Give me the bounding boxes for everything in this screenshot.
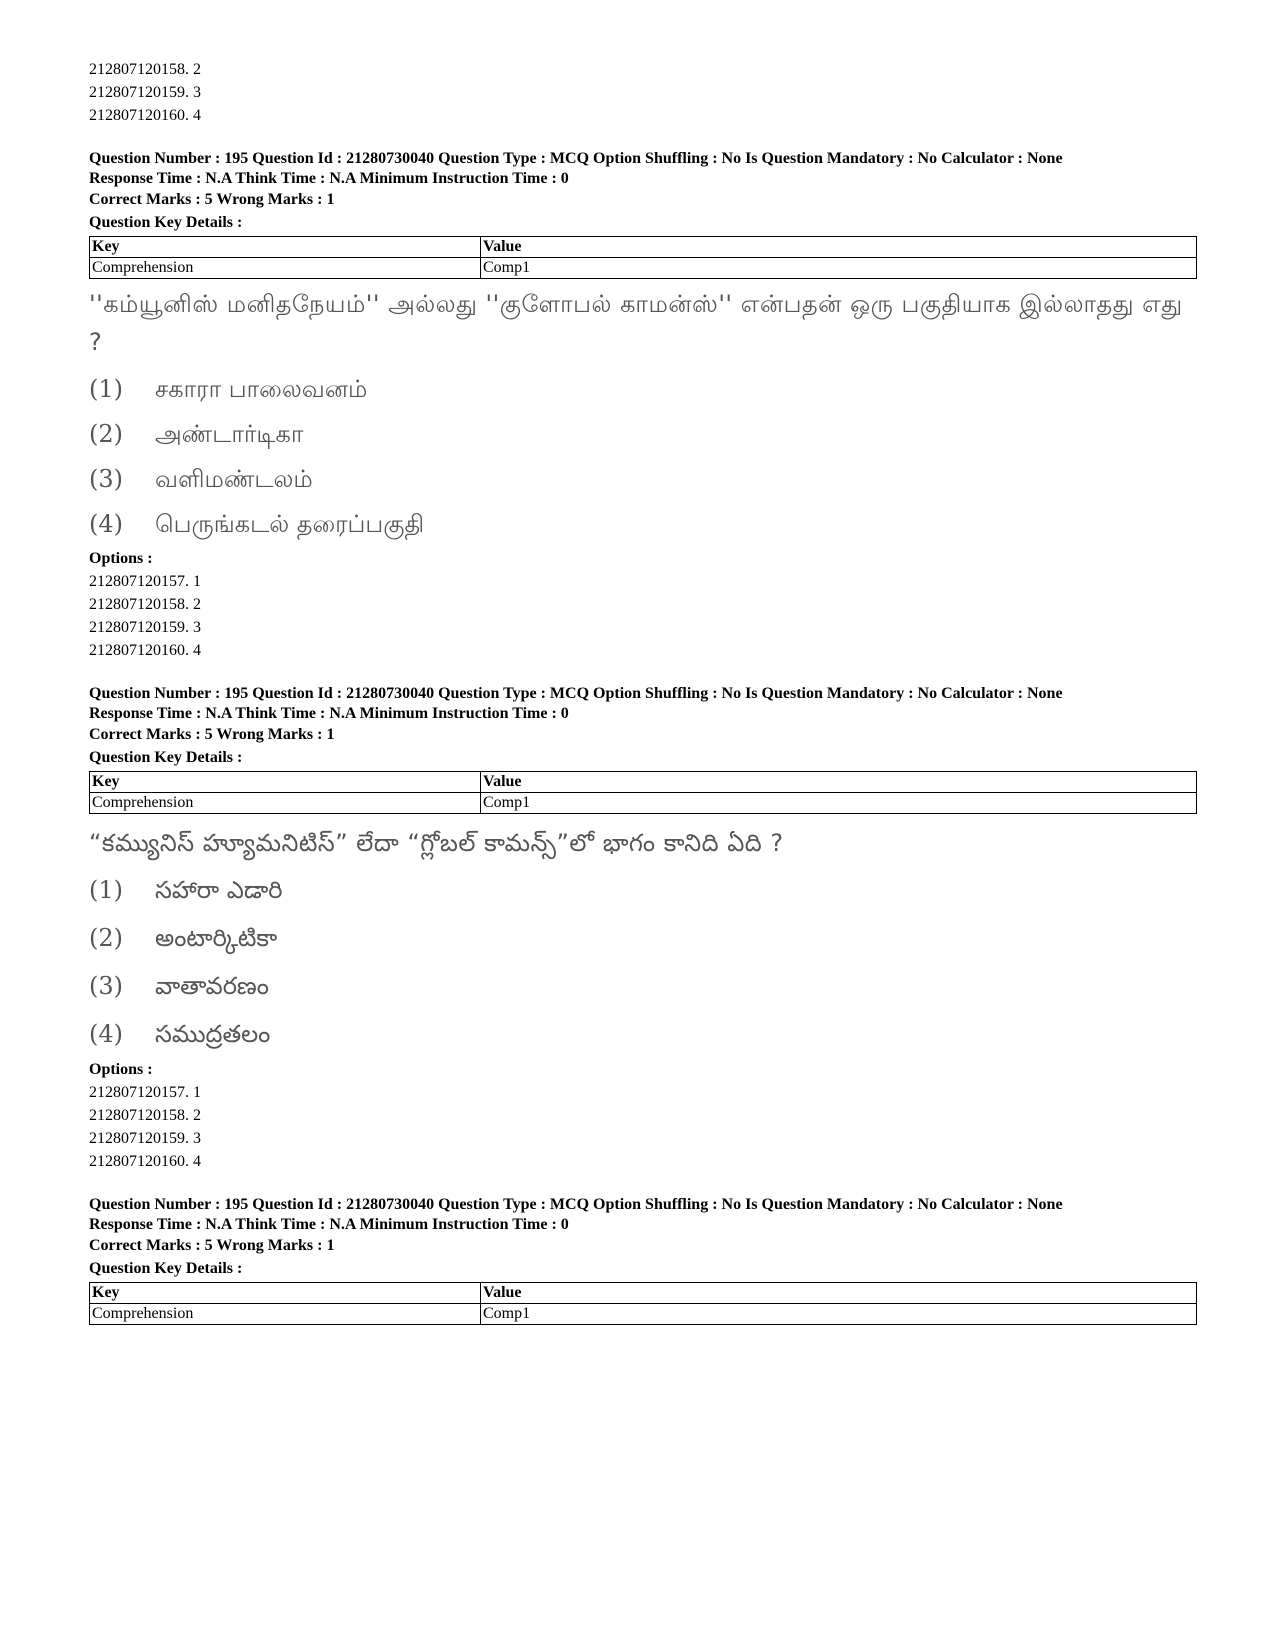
table-row bbox=[90, 793, 1197, 814]
options-label: Options : bbox=[89, 550, 153, 567]
key-details-label: Question Key Details : bbox=[89, 1260, 243, 1277]
key-details-label: Question Key Details : bbox=[89, 749, 243, 766]
option-code: 212807120157. 1 bbox=[89, 1084, 201, 1101]
choice-text: వాతావరణం bbox=[155, 972, 269, 1000]
choice-text: சகாரா பாலைவனம் bbox=[155, 375, 368, 403]
option-code: 212807120157. 1 bbox=[89, 573, 201, 590]
question-header: Question Number : 195 Question Id : 21280730040 Question Type : MCQ Option Shuffling : No Is Question Mandatory : No Calculator : None bbox=[89, 1196, 1063, 1213]
key-cell: Comprehension bbox=[90, 1304, 481, 1325]
key-value-table bbox=[89, 1282, 1197, 1325]
choice-item bbox=[89, 914, 1189, 962]
choice-number: (2) bbox=[89, 420, 123, 448]
value-header: Value bbox=[481, 237, 1197, 258]
question-block-tamil bbox=[89, 149, 1189, 662]
marks-line: Correct Marks : 5 Wrong Marks : 1 bbox=[89, 726, 335, 743]
choice-number: (2) bbox=[89, 924, 123, 952]
question-header: Question Number : 195 Question Id : 21280730040 Question Type : MCQ Option Shuffling : No Is Question Mandatory : No Calculator : None bbox=[89, 685, 1063, 702]
table-row bbox=[90, 1304, 1197, 1325]
choice-text: வளிமண்டலம் bbox=[155, 465, 313, 493]
top-options-list bbox=[89, 58, 1189, 127]
choice-item bbox=[89, 866, 1189, 914]
table-row bbox=[90, 258, 1197, 279]
question-header: Question Number : 195 Question Id : 21280730040 Question Type : MCQ Option Shuffling : No Is Question Mandatory : No Calculator : None bbox=[89, 150, 1063, 167]
choice-text: సహారా ఎడారి bbox=[155, 876, 283, 904]
choice-item bbox=[89, 962, 1189, 1010]
value-cell: Comp1 bbox=[481, 258, 1197, 279]
choice-text: அண்டார்டிகா bbox=[155, 420, 304, 448]
question-timing: Response Time : N.A Think Time : N.A Minimum Instruction Time : 0 bbox=[89, 1215, 569, 1233]
options-label: Options : bbox=[89, 1061, 153, 1078]
document-page bbox=[89, 58, 1189, 1325]
marks-line: Correct Marks : 5 Wrong Marks : 1 bbox=[89, 1237, 335, 1254]
choice-item bbox=[89, 457, 1189, 502]
key-details-label: Question Key Details : bbox=[89, 214, 243, 231]
key-header: Key bbox=[90, 1283, 481, 1304]
choice-number: (4) bbox=[89, 1020, 123, 1048]
key-header: Key bbox=[90, 772, 481, 793]
choice-text: பெருங்கடல் தரைப்பகுதி bbox=[155, 510, 425, 538]
choice-number: (3) bbox=[89, 465, 123, 493]
option-code: 212807120160. 4 bbox=[89, 1153, 201, 1170]
option-code: 212807120159. 3 bbox=[89, 1130, 201, 1147]
choice-number: (3) bbox=[89, 972, 123, 1000]
question-text: ''கம்யூனிஸ் மனிதநேயம்'' அல்லது ''குளோபல் காமன்ஸ்'' என்பதன் ஒரு பகுதியாக இல்லாதது எது ? bbox=[89, 290, 1183, 356]
choice-number: (1) bbox=[89, 375, 123, 403]
question-block-telugu bbox=[89, 684, 1189, 1173]
key-cell: Comprehension bbox=[90, 258, 481, 279]
option-code: 212807120159. 3 bbox=[89, 619, 201, 636]
value-header: Value bbox=[481, 1283, 1197, 1304]
option-code: 212807120158. 2 bbox=[89, 596, 201, 613]
choice-item bbox=[89, 1010, 1189, 1058]
question-timing: Response Time : N.A Think Time : N.A Minimum Instruction Time : 0 bbox=[89, 169, 569, 187]
choice-item bbox=[89, 502, 1189, 547]
key-cell: Comprehension bbox=[90, 793, 481, 814]
choice-number: (1) bbox=[89, 876, 123, 904]
key-value-table bbox=[89, 236, 1197, 279]
value-header: Value bbox=[481, 772, 1197, 793]
option-code: 212807120159. 3 bbox=[89, 84, 201, 101]
table-header-row bbox=[90, 237, 1197, 258]
option-code: 212807120158. 2 bbox=[89, 61, 201, 78]
question-image bbox=[89, 824, 1189, 1058]
option-code: 212807120158. 2 bbox=[89, 1107, 201, 1124]
option-code: 212807120160. 4 bbox=[89, 107, 201, 124]
choice-item bbox=[89, 412, 1189, 457]
marks-line: Correct Marks : 5 Wrong Marks : 1 bbox=[89, 191, 335, 208]
value-cell: Comp1 bbox=[481, 1304, 1197, 1325]
question-text: “కమ్యునిస్ హ్యూమనిటిస్” లేదా “గ్లోబల్ కామన్స్”లో భాగం కానిది ఏది ? bbox=[89, 829, 784, 857]
table-header-row bbox=[90, 772, 1197, 793]
question-image bbox=[89, 285, 1189, 547]
key-value-table bbox=[89, 771, 1197, 814]
choice-text: అంటార్కిటికా bbox=[155, 924, 278, 952]
question-timing: Response Time : N.A Think Time : N.A Minimum Instruction Time : 0 bbox=[89, 704, 569, 722]
question-block-next bbox=[89, 1195, 1189, 1325]
choice-number: (4) bbox=[89, 510, 123, 538]
option-code: 212807120160. 4 bbox=[89, 642, 201, 659]
table-header-row bbox=[90, 1283, 1197, 1304]
key-header: Key bbox=[90, 237, 481, 258]
choice-item bbox=[89, 367, 1189, 412]
choice-text: సముద్రతలం bbox=[155, 1020, 271, 1048]
value-cell: Comp1 bbox=[481, 793, 1197, 814]
